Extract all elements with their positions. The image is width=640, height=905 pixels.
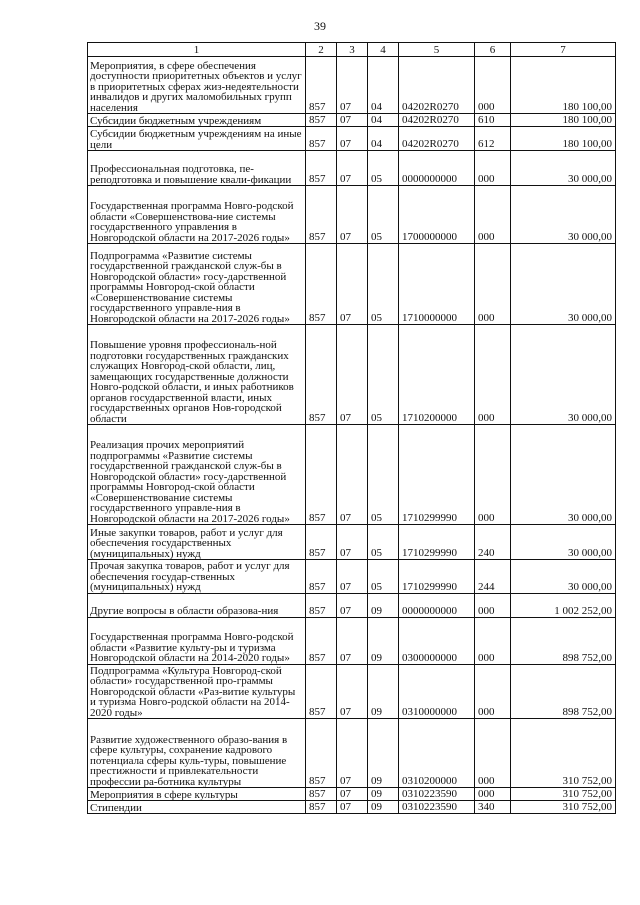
row-grbs-code: 857 bbox=[306, 664, 337, 719]
row-subsection-code: 09 bbox=[368, 719, 399, 788]
row-expense-type: 000 bbox=[475, 788, 511, 801]
budget-table bbox=[87, 42, 616, 814]
row-description: Государственная программа Новго-родской области «Развитие культу-ры и туризма Новгородской области на 2014-2020 годы» bbox=[88, 617, 306, 664]
row-subsection-code: 05 bbox=[368, 560, 399, 594]
row-grbs-code: 857 bbox=[306, 788, 337, 801]
table-row bbox=[88, 719, 616, 788]
row-amount: 180 100,00 bbox=[511, 114, 616, 127]
row-expense-type: 000 bbox=[475, 57, 511, 114]
row-grbs-code: 857 bbox=[306, 186, 337, 244]
row-expense-type: 000 bbox=[475, 664, 511, 719]
row-section-code: 07 bbox=[337, 525, 368, 560]
table-row bbox=[88, 425, 616, 525]
row-target-article: 1700000000 bbox=[399, 186, 475, 244]
row-subsection-code: 05 bbox=[368, 151, 399, 186]
row-grbs-code: 857 bbox=[306, 114, 337, 127]
row-subsection-code: 09 bbox=[368, 593, 399, 617]
row-section-code: 07 bbox=[337, 560, 368, 594]
table-row bbox=[88, 788, 616, 801]
header-row bbox=[88, 43, 616, 57]
row-subsection-code: 05 bbox=[368, 425, 399, 525]
row-target-article: 04202R0270 bbox=[399, 57, 475, 114]
row-expense-type: 610 bbox=[475, 114, 511, 127]
row-section-code: 07 bbox=[337, 788, 368, 801]
row-amount: 30 000,00 bbox=[511, 151, 616, 186]
row-section-code: 07 bbox=[337, 617, 368, 664]
page-number: 39 bbox=[314, 19, 326, 33]
row-description: Стипендии bbox=[88, 801, 306, 814]
row-expense-type: 000 bbox=[475, 719, 511, 788]
row-description: Повышение уровня профессиональ-ной подготовки государственных гражданских служащих Новгород-ской области, лиц, замещающих государственные должности Новго-родской области, и иных работников органов государственной власти, иных государственных органов Нов-городской области bbox=[88, 325, 306, 425]
row-expense-type: 000 bbox=[475, 186, 511, 244]
row-target-article: 0310200000 bbox=[399, 719, 475, 788]
row-grbs-code: 857 bbox=[306, 560, 337, 594]
row-section-code: 07 bbox=[337, 127, 368, 151]
row-target-article: 0300000000 bbox=[399, 617, 475, 664]
row-description: Субсидии бюджетным учреждениям bbox=[88, 114, 306, 127]
row-grbs-code: 857 bbox=[306, 617, 337, 664]
row-expense-type: 000 bbox=[475, 151, 511, 186]
row-description: Подпрограмма «Развитие системы государственной гражданской служ-бы в Новгородской области» госу-дарственной программы Новгород-ской области «Совершенствование системы государственного управле-ния в Новгородской области на 2017-2026 годы» bbox=[88, 244, 306, 325]
row-amount: 1 002 252,00 bbox=[511, 593, 616, 617]
table-row bbox=[88, 151, 616, 186]
row-description: Реализация прочих мероприятий подпрограммы «Развитие системы государственной гражданской служ-бы в Новгородской области» госу-дарственной программы Новгород-ской области «Совершенствование системы государственного управле-ния в Новгородской области на 2017-2026 годы» bbox=[88, 425, 306, 525]
row-description: Субсидии бюджетным учреждениям на иные цели bbox=[88, 127, 306, 151]
row-target-article: 0000000000 bbox=[399, 151, 475, 186]
header-col-3: 3 bbox=[337, 43, 368, 57]
row-subsection-code: 09 bbox=[368, 801, 399, 814]
row-target-article: 0310223590 bbox=[399, 801, 475, 814]
row-grbs-code: 857 bbox=[306, 151, 337, 186]
row-grbs-code: 857 bbox=[306, 57, 337, 114]
row-section-code: 07 bbox=[337, 719, 368, 788]
header-col-5: 5 bbox=[399, 43, 475, 57]
row-description: Профессиональная подготовка, пе-реподготовка и повышение квали-фикации bbox=[88, 151, 306, 186]
row-grbs-code: 857 bbox=[306, 127, 337, 151]
table-row bbox=[88, 325, 616, 425]
row-target-article: 0310223590 bbox=[399, 788, 475, 801]
row-section-code: 07 bbox=[337, 325, 368, 425]
row-target-article: 04202R0270 bbox=[399, 127, 475, 151]
row-section-code: 07 bbox=[337, 593, 368, 617]
row-expense-type: 000 bbox=[475, 425, 511, 525]
row-section-code: 07 bbox=[337, 186, 368, 244]
row-section-code: 07 bbox=[337, 151, 368, 186]
row-section-code: 07 bbox=[337, 425, 368, 525]
row-description: Мероприятия в сфере культуры bbox=[88, 788, 306, 801]
row-amount: 30 000,00 bbox=[511, 244, 616, 325]
row-target-article: 0000000000 bbox=[399, 593, 475, 617]
header-col-7: 7 bbox=[511, 43, 616, 57]
row-description: Мероприятия, в сфере обеспечения доступности приоритетных объектов и услуг в приоритетных сферах жиз-недеятельности инвалидов и других маломобильных групп населения bbox=[88, 57, 306, 114]
row-section-code: 07 bbox=[337, 57, 368, 114]
table-row bbox=[88, 57, 616, 114]
table-row bbox=[88, 186, 616, 244]
header-col-6: 6 bbox=[475, 43, 511, 57]
row-target-article: 1710299990 bbox=[399, 525, 475, 560]
table-row bbox=[88, 801, 616, 814]
row-expense-type: 000 bbox=[475, 244, 511, 325]
row-description: Иные закупки товаров, работ и услуг для обеспечения государственных (муниципальных) нужд bbox=[88, 525, 306, 560]
row-subsection-code: 04 bbox=[368, 114, 399, 127]
table-row bbox=[88, 593, 616, 617]
row-section-code: 07 bbox=[337, 801, 368, 814]
row-grbs-code: 857 bbox=[306, 801, 337, 814]
row-target-article: 1710200000 bbox=[399, 325, 475, 425]
row-expense-type: 240 bbox=[475, 525, 511, 560]
row-amount: 310 752,00 bbox=[511, 801, 616, 814]
row-section-code: 07 bbox=[337, 114, 368, 127]
row-subsection-code: 05 bbox=[368, 325, 399, 425]
row-expense-type: 340 bbox=[475, 801, 511, 814]
row-amount: 30 000,00 bbox=[511, 560, 616, 594]
row-section-code: 07 bbox=[337, 244, 368, 325]
row-expense-type: 612 bbox=[475, 127, 511, 151]
row-amount: 898 752,00 bbox=[511, 664, 616, 719]
row-grbs-code: 857 bbox=[306, 593, 337, 617]
row-amount: 30 000,00 bbox=[511, 325, 616, 425]
row-expense-type: 000 bbox=[475, 593, 511, 617]
table-row bbox=[88, 244, 616, 325]
table-row bbox=[88, 127, 616, 151]
row-description: Прочая закупка товаров, работ и услуг для обеспечения государ-ственных (муниципальных) нужд bbox=[88, 560, 306, 594]
table-row bbox=[88, 617, 616, 664]
row-expense-type: 244 bbox=[475, 560, 511, 594]
row-amount: 310 752,00 bbox=[511, 719, 616, 788]
row-subsection-code: 04 bbox=[368, 57, 399, 114]
header-col-1: 1 bbox=[88, 43, 306, 57]
row-amount: 180 100,00 bbox=[511, 127, 616, 151]
row-grbs-code: 857 bbox=[306, 719, 337, 788]
row-grbs-code: 857 bbox=[306, 244, 337, 325]
row-grbs-code: 857 bbox=[306, 525, 337, 560]
table-row bbox=[88, 664, 616, 719]
row-subsection-code: 09 bbox=[368, 664, 399, 719]
row-target-article: 1710000000 bbox=[399, 244, 475, 325]
header-col-4: 4 bbox=[368, 43, 399, 57]
header-col-2: 2 bbox=[306, 43, 337, 57]
row-description: Подпрограмма «Культура Новгород-ской области» государственной про-граммы Новгородской области «Раз-витие культуры и туризма Новго-родской области на 2014-2020 годы» bbox=[88, 664, 306, 719]
row-description: Государственная программа Новго-родской области «Совершенствова-ние системы государственного управления в Новгородской области на 2017-2026 годы» bbox=[88, 186, 306, 244]
row-section-code: 07 bbox=[337, 664, 368, 719]
row-amount: 30 000,00 bbox=[511, 525, 616, 560]
row-target-article: 1710299990 bbox=[399, 560, 475, 594]
row-subsection-code: 09 bbox=[368, 788, 399, 801]
row-target-article: 04202R0270 bbox=[399, 114, 475, 127]
row-grbs-code: 857 bbox=[306, 325, 337, 425]
row-description: Развитие художественного образо-вания в сфере культуры, сохранение кадрового потенциала сферы куль-туры, повышение престижности и привлекательности профессии ра-ботника культуры bbox=[88, 719, 306, 788]
row-subsection-code: 05 bbox=[368, 186, 399, 244]
row-expense-type: 000 bbox=[475, 325, 511, 425]
row-subsection-code: 04 bbox=[368, 127, 399, 151]
row-expense-type: 000 bbox=[475, 617, 511, 664]
row-subsection-code: 05 bbox=[368, 244, 399, 325]
row-amount: 310 752,00 bbox=[511, 788, 616, 801]
row-description: Другие вопросы в области образова-ния bbox=[88, 593, 306, 617]
row-amount: 898 752,00 bbox=[511, 617, 616, 664]
row-amount: 30 000,00 bbox=[511, 425, 616, 525]
table-row bbox=[88, 525, 616, 560]
row-target-article: 1710299990 bbox=[399, 425, 475, 525]
row-target-article: 0310000000 bbox=[399, 664, 475, 719]
row-amount: 30 000,00 bbox=[511, 186, 616, 244]
table-row bbox=[88, 560, 616, 594]
row-grbs-code: 857 bbox=[306, 425, 337, 525]
row-subsection-code: 09 bbox=[368, 617, 399, 664]
row-amount: 180 100,00 bbox=[511, 57, 616, 114]
row-subsection-code: 05 bbox=[368, 525, 399, 560]
table-row bbox=[88, 114, 616, 127]
